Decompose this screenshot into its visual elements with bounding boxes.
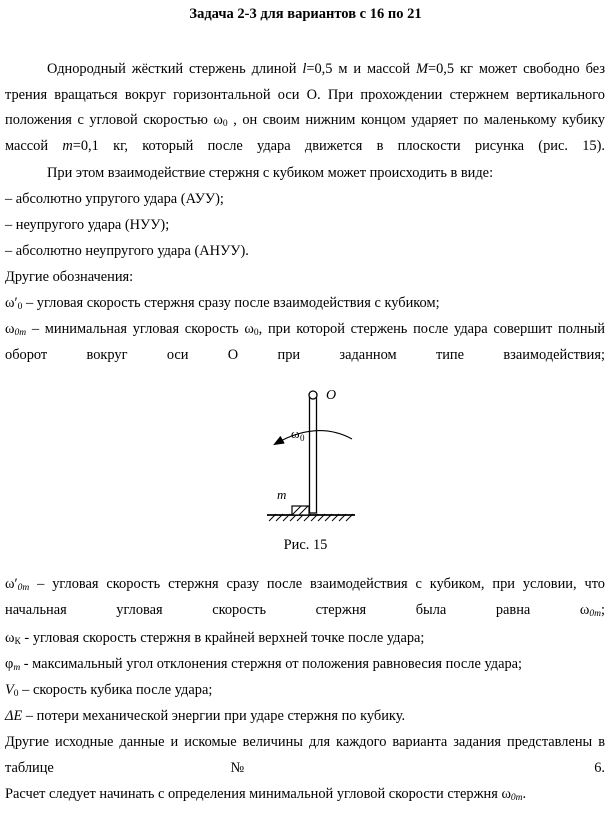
symbol-M: M	[415, 61, 428, 77]
subscript: 0m	[589, 608, 601, 619]
other-notation-header: Другие обозначения:	[5, 269, 134, 285]
subscript: 0	[222, 119, 228, 129]
definition-phi-m	[5, 652, 605, 678]
symbol: ΔE	[5, 708, 23, 724]
subscript: 0	[17, 302, 23, 312]
definition-text: , при которой стержень после удара совершит полный оборот вокруг оси О при заданном типе взаимодействия;	[5, 321, 606, 363]
subscript: 0	[253, 328, 259, 338]
definition-text: – угловая скорость стержня сразу после взаимодействия с кубиком, при условии, что начальная угловая скорость стержня была равна ω	[5, 576, 605, 618]
subscript: К	[14, 637, 21, 647]
bullet-anuu: – абсолютно неупругого удара (АНУУ).	[5, 243, 249, 259]
figure-rod-and-cube	[255, 378, 365, 528]
subscript: 0m	[17, 583, 30, 593]
label-O: O	[326, 388, 337, 403]
label-omega-subscript: 0	[300, 433, 305, 443]
definition-text: – потери механической энергии при ударе стержня по кубику.	[22, 708, 406, 724]
closing-paragraph-table: Другие исходные данные и искомые величины для каждого варианта задания представлены в таблице № 6.	[5, 734, 605, 776]
symbol-l: l	[302, 61, 307, 77]
label-omega: ω	[291, 426, 300, 441]
problem-title: Задача 2-3 для вариантов с 16 по 21	[189, 6, 422, 22]
symbol: ω	[5, 630, 15, 646]
definition-text: ;	[601, 601, 605, 618]
intro-text: =0,1 кг, который после удара движется в плоскости рисунка (рис. 15).	[72, 137, 605, 154]
intro-text: , он своим нижним концом ударяет по маленькому кубику массой	[5, 112, 605, 154]
rod	[310, 395, 317, 513]
symbol: φ	[5, 656, 14, 672]
definition-text: – минимальная угловая скорость ω	[26, 321, 254, 337]
closing-paragraph-start	[5, 782, 605, 808]
label-m: m	[277, 487, 287, 502]
subscript: 0	[13, 689, 19, 699]
closing-text: .	[522, 786, 527, 802]
subscript: 0m	[14, 328, 27, 338]
symbol: ω′	[5, 295, 18, 311]
closing-text: Расчет следует начинать с определения минимальной угловой скорости стержня ω	[5, 786, 511, 802]
bullet-nuu: – неупругого удара (НУУ);	[5, 217, 170, 233]
symbol-m: m	[62, 137, 73, 154]
symbol: ω′	[5, 576, 18, 592]
definition-omega-prime-0	[5, 291, 605, 317]
definition-text: – угловая скорость стержня сразу после взаимодействия с кубиком;	[22, 295, 440, 311]
figure-caption: Рис. 15	[283, 537, 328, 553]
interaction-intro: При этом взаимодействие стержня с кубиком может происходить в виде:	[47, 165, 494, 181]
definition-v0	[5, 678, 605, 704]
bullet-auu: – абсолютно упругого удара (АУУ);	[5, 191, 224, 207]
definition-omega-prime-0m	[5, 572, 605, 623]
pivot-axis	[309, 391, 317, 399]
symbol: V	[5, 682, 14, 698]
symbol: ω	[5, 321, 15, 337]
intro-text: Однородный жёсткий стержень длиной	[47, 61, 303, 77]
definition-text: – скорость кубика после удара;	[18, 682, 213, 698]
definition-text: - угловая скорость стержня в крайней верхней точке после удара;	[20, 630, 425, 646]
definition-text: - максимальный угол отклонения стержня от положения равновесия после удара;	[20, 656, 523, 672]
definition-omega-k	[5, 626, 605, 652]
definition-omega-0m	[5, 317, 605, 368]
definition-delta-e	[5, 704, 605, 730]
intro-paragraph	[5, 57, 605, 159]
intro-text: =0,5 кг может свободно без трения вращаться вокруг горизонтальной оси О. При прохождении стержнем вертикального положения с угловой скоростью ω	[5, 61, 606, 128]
subscript: 0m	[510, 793, 523, 803]
intro-text: =0,5 м и массой	[306, 61, 416, 77]
subscript: m	[13, 663, 21, 673]
